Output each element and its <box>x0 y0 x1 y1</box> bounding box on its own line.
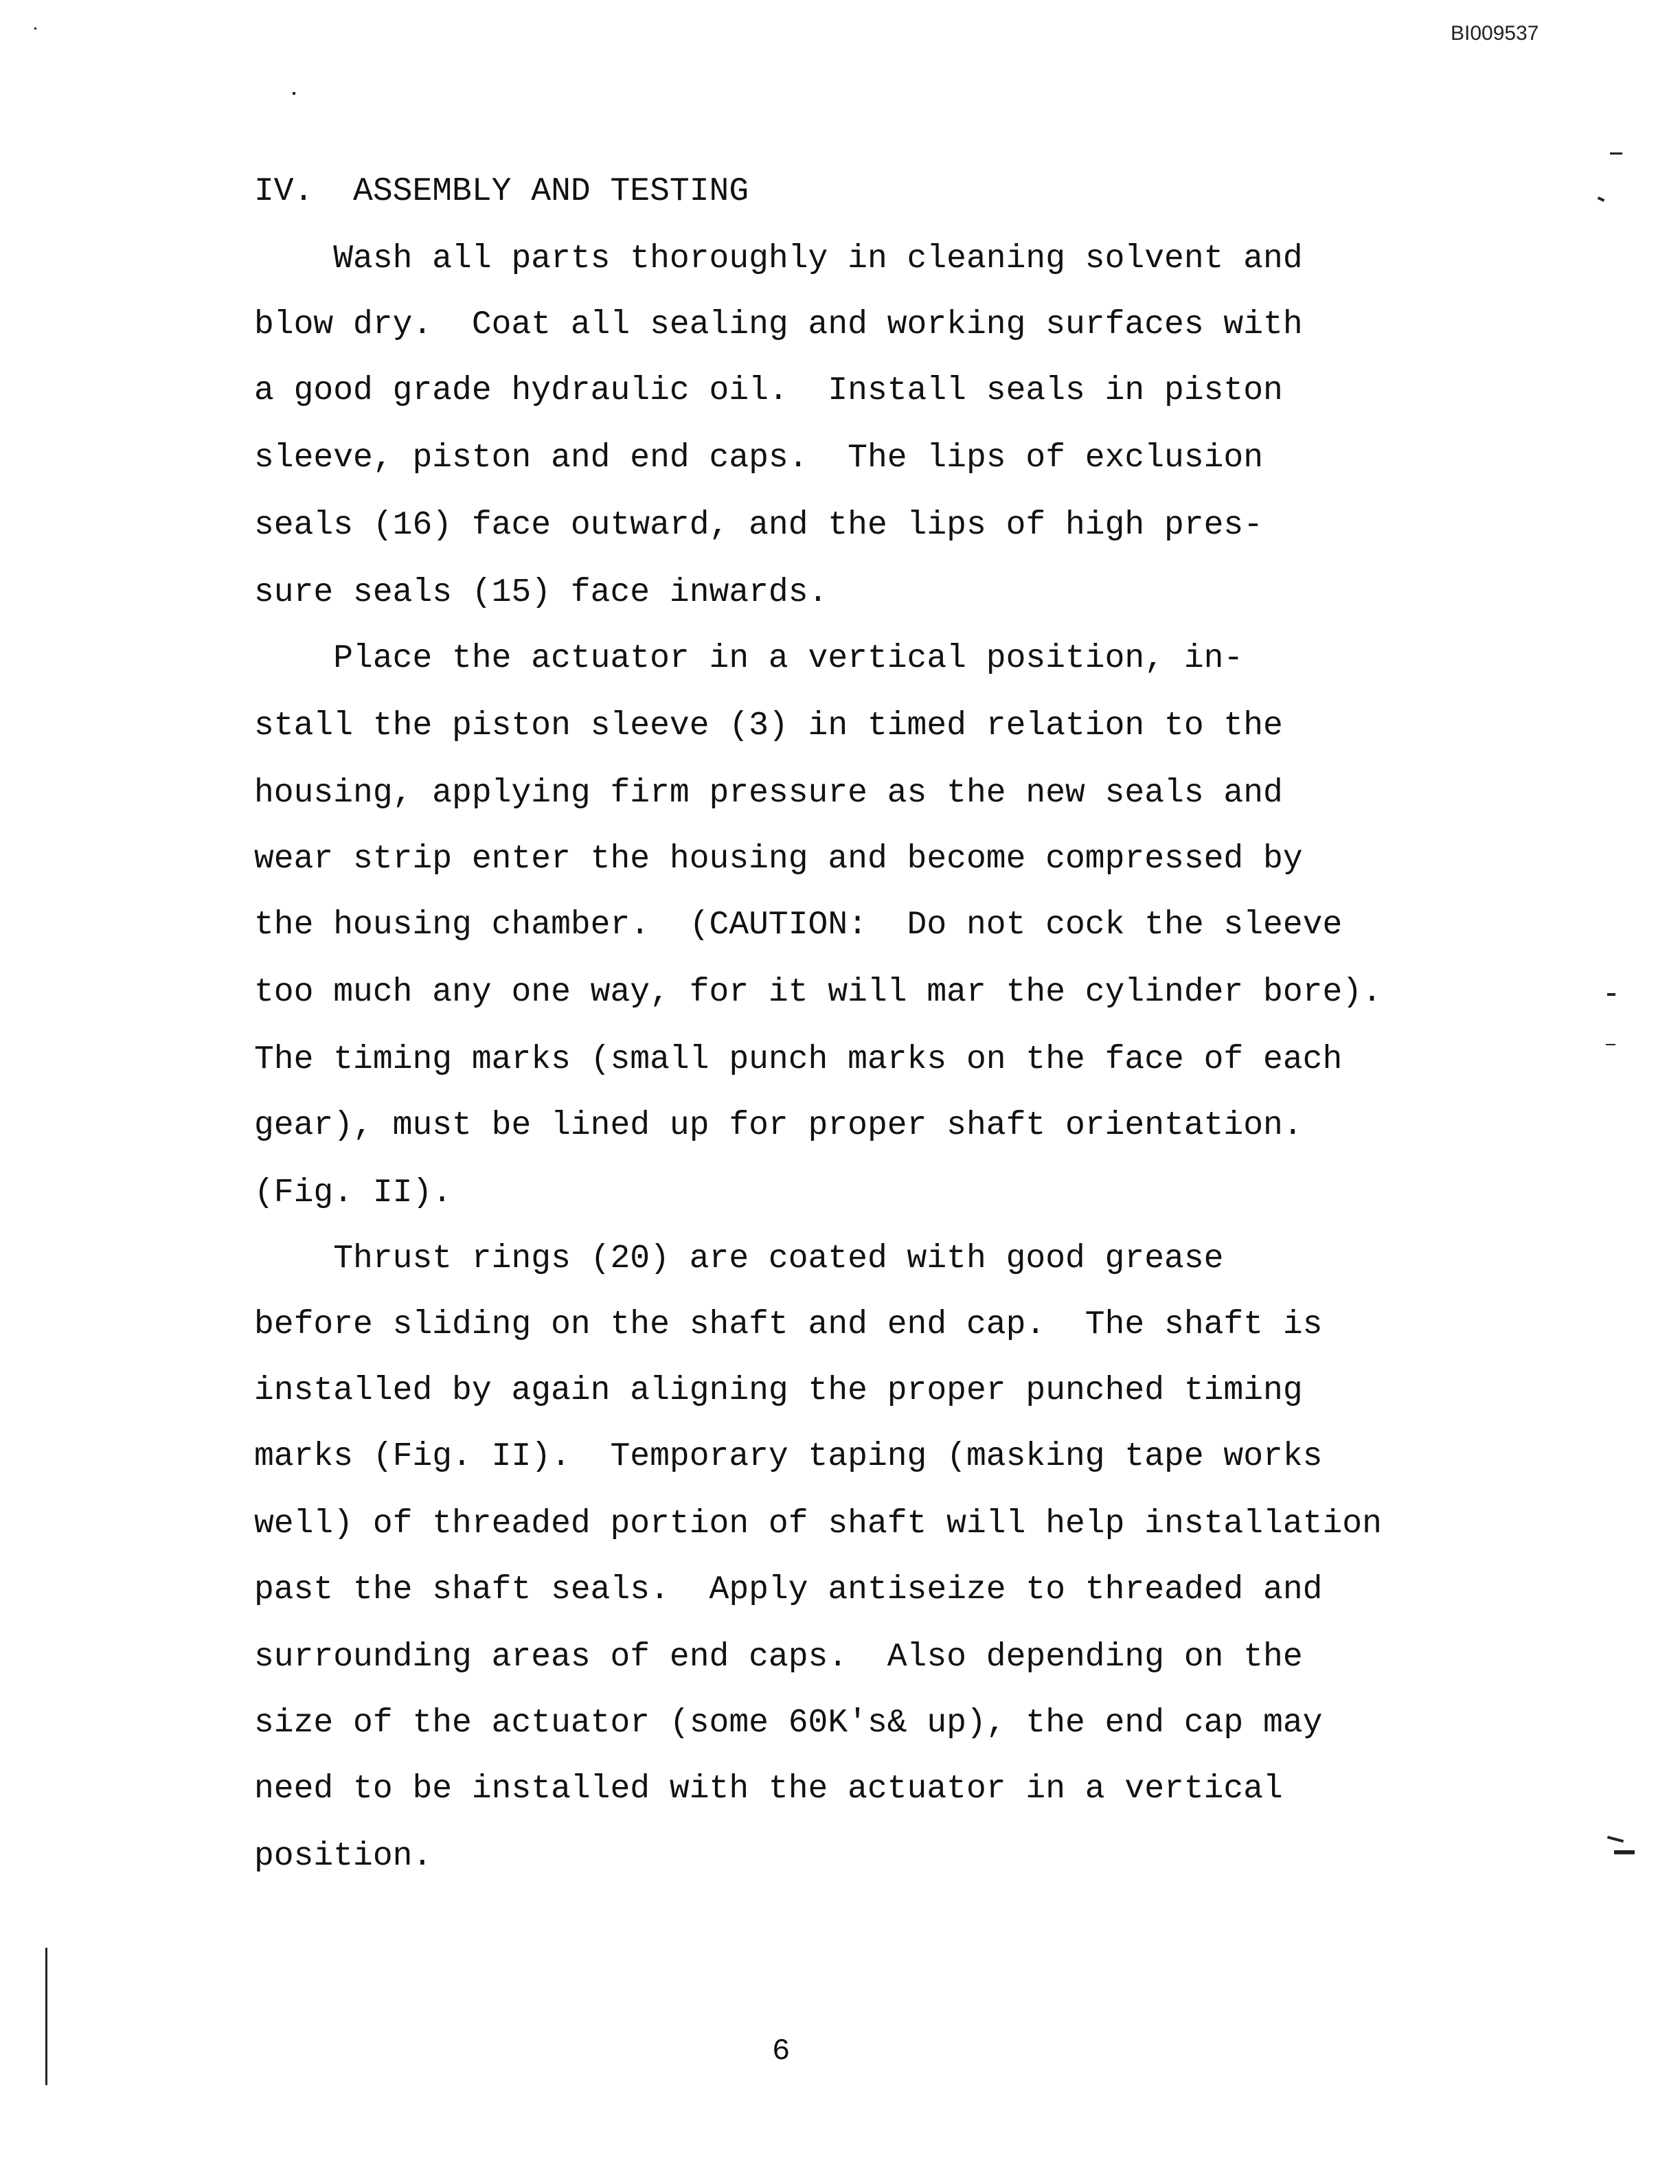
body-line: stall the piston sleeve (3) in timed relation to the <box>254 707 1283 744</box>
body-line: marks (Fig. II). Temporary taping (masking tape works <box>254 1438 1323 1475</box>
body-line: a good grade hydraulic oil. Install seals in piston <box>254 372 1283 409</box>
margin-line <box>45 1948 47 2085</box>
body-line: sleeve, piston and end caps. The lips of exclusion <box>254 440 1264 477</box>
body-line: sure seals (15) face inwards. <box>254 574 828 611</box>
body-line: Place the actuator in a vertical position, in- <box>254 640 1244 677</box>
scan-mark <box>1607 993 1615 996</box>
body-line: position. <box>254 1838 433 1875</box>
body-line: surrounding areas of end caps. Also depending on the <box>254 1639 1303 1676</box>
body-line: installed by again aligning the proper punched timing <box>254 1372 1303 1409</box>
scan-mark <box>1598 196 1605 202</box>
body-line: Thrust rings (20) are coated with good grease <box>254 1240 1224 1277</box>
body-line: gear), must be lined up for proper shaft orientation. <box>254 1107 1303 1144</box>
body-line: (Fig. II). <box>254 1174 453 1212</box>
body-line: seals (16) face outward, and the lips of high pres- <box>254 507 1264 544</box>
scan-mark <box>1606 1044 1615 1045</box>
body-line: before sliding on the shaft and end cap. The shaft is <box>254 1306 1323 1343</box>
body-line: need to be installed with the actuator in a vertical <box>254 1771 1283 1808</box>
body-line: size of the actuator (some 60K's& up), the end cap may <box>254 1705 1323 1742</box>
body-line: well) of threaded portion of shaft will help installation <box>254 1505 1382 1543</box>
body-line: the housing chamber. (CAUTION: Do not cock the sleeve <box>254 907 1343 944</box>
body-line: housing, applying firm pressure as the new seals and <box>254 775 1283 812</box>
scan-mark <box>1610 152 1622 155</box>
page-number: 6 <box>772 2034 791 2069</box>
body-line: past the shaft seals. Apply antiseize to threaded and <box>254 1571 1323 1608</box>
scan-speck <box>293 92 295 95</box>
bates-number: BI009537 <box>1451 22 1539 45</box>
body-line: Wash all parts thoroughly in cleaning solvent and <box>254 240 1303 277</box>
body-line: The timing marks (small punch marks on the face of each <box>254 1041 1343 1078</box>
body-line: blow dry. Coat all sealing and working surfaces with <box>254 306 1303 343</box>
body-line: wear strip enter the housing and become compressed by <box>254 841 1303 878</box>
scan-speck <box>34 27 36 30</box>
scan-mark <box>1607 1836 1624 1843</box>
scan-mark <box>1614 1850 1635 1854</box>
body-line: too much any one way, for it will mar the cylinder bore). <box>254 974 1382 1011</box>
section-heading: IV. ASSEMBLY AND TESTING <box>254 173 749 210</box>
